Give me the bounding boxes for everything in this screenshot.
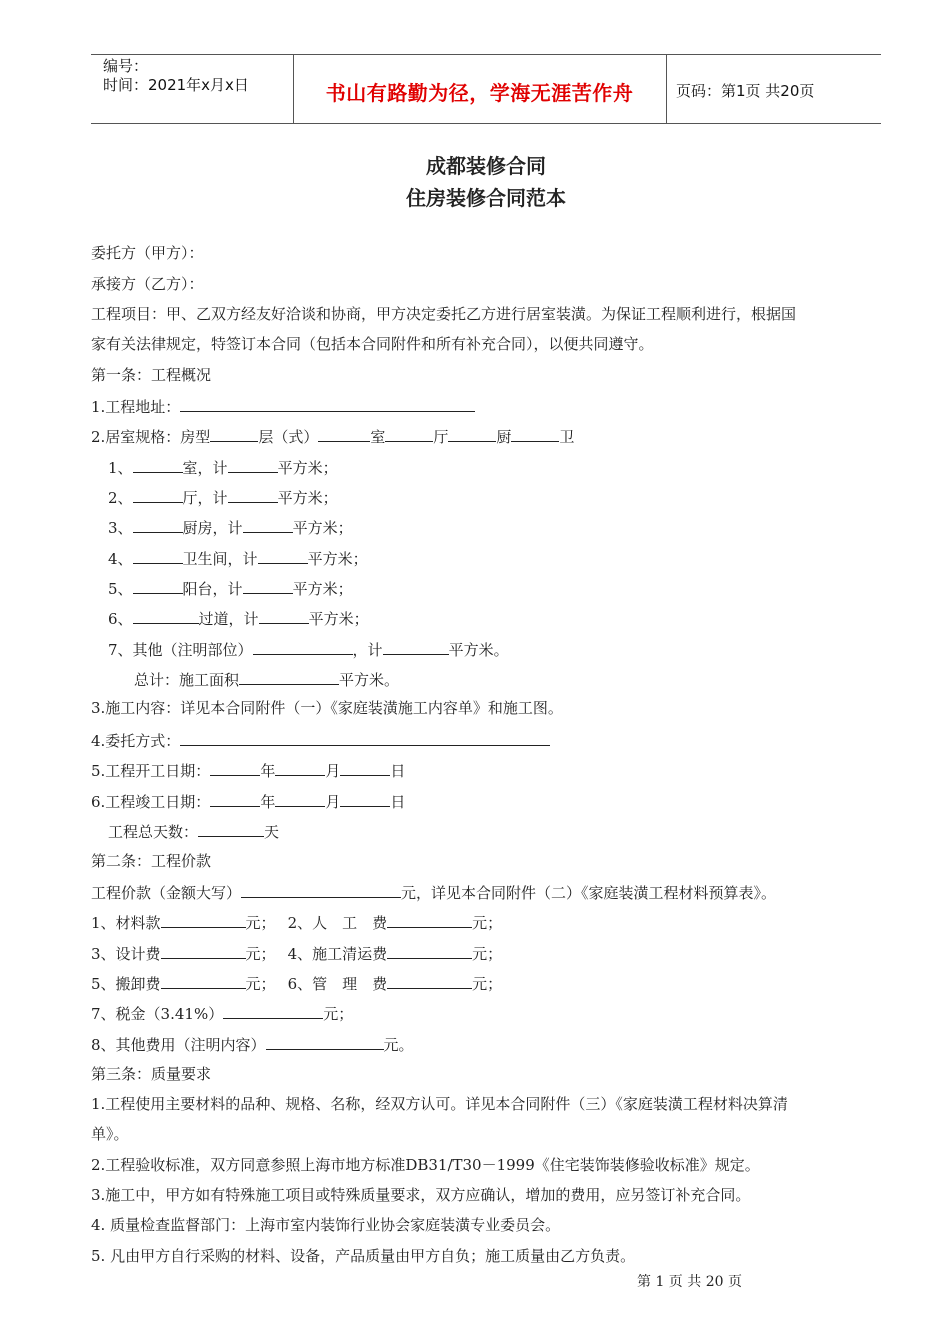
number-label: 编号： — [103, 57, 149, 75]
item-text: 2、人 工 费 — [287, 914, 388, 932]
fill-blank[interactable] — [243, 577, 293, 594]
item-number: 2、 — [108, 489, 133, 507]
item-text: 5.工程开工日期： — [91, 762, 211, 780]
item-text: 天 — [264, 823, 280, 841]
item-text: 元。 — [383, 1036, 414, 1054]
document-title: 成都装修合同 — [426, 154, 546, 178]
item-text: 过道，计 — [198, 610, 259, 628]
page-header — [91, 54, 881, 124]
quality-paragraph-1: 1.工程使用主要材料的品种、规格、名称，经双方认可。详见本合同附件（三）《家庭装潢工程材料决算清 — [91, 1095, 788, 1113]
fill-blank[interactable] — [133, 547, 183, 564]
section-1-heading: 第一条：工程概况 — [91, 366, 212, 384]
other-fees-line — [91, 1033, 414, 1055]
item-text: 4、施工清运费 — [287, 945, 388, 963]
item-text: 元； — [472, 914, 503, 932]
commission-method-line — [91, 729, 550, 751]
quality-paragraph-5: 5. 凡由甲方自行采购的材料、设备，产品质量由甲方自负；施工质量由乙方负责。 — [91, 1247, 636, 1265]
fill-blank[interactable] — [198, 820, 264, 837]
header-page-number: 页码：第1页 共20页 — [676, 82, 815, 100]
room-item — [108, 516, 353, 538]
item-text: 6、管 理 费 — [287, 975, 388, 993]
header-motto: 书山有路勤为径，学海无涯苦作舟 — [325, 81, 634, 105]
item-text: 平方米； — [292, 519, 353, 537]
room-item — [108, 577, 353, 599]
header-meta — [103, 57, 249, 95]
page-footer: 第 1 页 共 20 页 — [637, 1274, 742, 1290]
party-b-line: 承接方（乙方）： — [91, 275, 204, 293]
item-number: 1、 — [108, 459, 133, 477]
item-text: 元； — [472, 975, 503, 993]
fill-blank[interactable] — [511, 425, 559, 442]
room-spec-text: 室 — [370, 428, 386, 446]
tax-line — [91, 1002, 353, 1024]
party-a-line: 委托方（甲方）： — [91, 244, 204, 262]
item-text: 室，计 — [182, 459, 228, 477]
item-number: 3、 — [108, 519, 133, 537]
fill-blank[interactable] — [133, 577, 183, 594]
item-text: 平方米； — [292, 580, 353, 598]
project-paragraph-2: 家有关法律规定，特签订本合同（包括本合同附件和所有补充合同），以便共同遵守。 — [91, 335, 654, 353]
item-text: ，计 — [352, 641, 383, 659]
end-date-line — [91, 790, 405, 812]
fill-blank[interactable] — [239, 668, 339, 685]
item-text: 日 — [390, 762, 406, 780]
fill-blank[interactable] — [133, 486, 183, 503]
fill-blank[interactable] — [210, 425, 258, 442]
fill-blank[interactable] — [340, 790, 390, 807]
fill-blank[interactable] — [180, 729, 550, 746]
room-spec-text: 厨 — [496, 428, 512, 446]
item-text: 年 — [260, 793, 276, 811]
price-line — [91, 881, 776, 903]
room-item — [108, 547, 368, 569]
address-label: 1.工程地址： — [91, 398, 181, 416]
section-3-heading: 第三条：质量要求 — [91, 1065, 212, 1083]
construction-content-line: 3.施工内容：详见本合同附件（一）《家庭装潢施工内容单》和施工图。 — [91, 699, 563, 717]
fill-blank[interactable] — [210, 790, 260, 807]
fill-blank[interactable] — [133, 607, 199, 624]
quality-paragraph-3: 3.施工中，甲方如有特殊施工项目或特殊质量要求，双方应确认，增加的费用，应另签订补充合同。 — [91, 1186, 751, 1204]
fill-blank[interactable] — [448, 425, 496, 442]
item-number: 5、 — [108, 580, 133, 598]
item-text: 阳台，计 — [182, 580, 243, 598]
item-text: 平方米。 — [448, 641, 509, 659]
item-text: 年 — [260, 762, 276, 780]
fill-blank[interactable] — [253, 638, 353, 655]
price-item-row — [91, 972, 502, 994]
fill-blank[interactable] — [228, 486, 278, 503]
fill-blank[interactable] — [228, 456, 278, 473]
fill-blank[interactable] — [385, 425, 433, 442]
item-text: 元； — [245, 945, 276, 963]
fill-blank[interactable] — [266, 1033, 384, 1050]
item-text: 8、其他费用（注明内容） — [91, 1036, 266, 1054]
address-line — [91, 395, 475, 417]
quality-paragraph-2: 2.工程验收标准，双方同意参照上海市地方标准DB31/T30－1999《住宅装饰装修验收标准》规定。 — [91, 1156, 760, 1174]
time-label: 时间：2021年x月x日 — [103, 76, 249, 94]
item-text: 卫生间，计 — [182, 550, 258, 568]
fill-blank[interactable] — [275, 790, 325, 807]
fill-blank[interactable] — [161, 972, 246, 989]
fill-blank[interactable] — [161, 911, 246, 928]
project-paragraph-1: 工程项目：甲、乙双方经友好洽谈和协商，甲方决定委托乙方进行居室装潢。为保证工程顺利进行，根据国 — [91, 305, 797, 323]
room-spec-text: 层（式） — [258, 428, 319, 446]
item-text: 3、设计费 — [91, 945, 161, 963]
fill-blank[interactable] — [387, 972, 472, 989]
room-item — [108, 638, 509, 660]
document-subtitle: 住房装修合同范本 — [406, 186, 566, 210]
item-text: 平方米。 — [339, 671, 400, 689]
fill-blank[interactable] — [243, 516, 293, 533]
commission-label: 4.委托方式： — [91, 732, 181, 750]
section-2-heading: 第二条：工程价款 — [91, 852, 212, 870]
item-text: 5、搬卸费 — [91, 975, 161, 993]
room-spec-line — [91, 425, 574, 447]
item-text: 元； — [245, 914, 276, 932]
item-text: 1、材料款 — [91, 914, 161, 932]
room-spec-label: 2.居室规格：房型 — [91, 428, 211, 446]
item-text: 7、其他（注明部位） — [108, 641, 253, 659]
fill-blank[interactable] — [210, 759, 260, 776]
item-text: 平方米； — [277, 489, 338, 507]
fill-blank[interactable] — [387, 942, 472, 959]
fill-blank[interactable] — [133, 516, 183, 533]
item-number: 4、 — [108, 550, 133, 568]
item-text: 月 — [325, 762, 341, 780]
quality-paragraph-4: 4. 质量检查监督部门：上海市室内装饰行业协会家庭装潢专业委员会。 — [91, 1216, 561, 1234]
room-spec-text: 厅 — [433, 428, 449, 446]
item-text: 6.工程竣工日期： — [91, 793, 211, 811]
price-item-row — [91, 911, 502, 933]
fill-blank[interactable] — [133, 456, 183, 473]
price-item-row — [91, 942, 502, 964]
fill-blank[interactable] — [259, 607, 309, 624]
item-text: 平方米； — [308, 610, 369, 628]
item-text: 厅，计 — [182, 489, 228, 507]
item-text: 厨房，计 — [182, 519, 243, 537]
item-text: 7、税金（3.41%） — [91, 1005, 224, 1023]
item-text: 元，详见本合同附件（二）《家庭装潢工程材料预算表》。 — [401, 884, 777, 902]
header-divider — [666, 55, 667, 123]
item-number: 6、 — [108, 610, 133, 628]
fill-blank[interactable] — [387, 911, 472, 928]
item-text: 总计：施工面积 — [134, 671, 240, 689]
item-text: 工程价款（金额大写） — [91, 884, 242, 902]
item-text: 日 — [390, 793, 406, 811]
item-text: 元； — [323, 1005, 354, 1023]
total-area-line — [134, 668, 399, 690]
fill-blank[interactable] — [161, 942, 246, 959]
start-date-line — [91, 759, 405, 781]
room-spec-text: 卫 — [559, 428, 575, 446]
fill-blank[interactable] — [318, 425, 370, 442]
item-text: 平方米； — [277, 459, 338, 477]
fill-blank[interactable] — [275, 759, 325, 776]
quality-paragraph-1-cont: 单》。 — [91, 1125, 129, 1143]
room-item — [108, 456, 338, 478]
item-text: 元； — [245, 975, 276, 993]
item-text: 平方米； — [307, 550, 368, 568]
fill-blank[interactable] — [241, 881, 401, 898]
address-blank[interactable] — [180, 395, 475, 412]
fill-blank[interactable] — [223, 1002, 323, 1019]
room-item — [108, 607, 369, 629]
item-text: 元； — [472, 945, 503, 963]
total-days-line — [108, 820, 279, 842]
item-text: 工程总天数： — [108, 823, 199, 841]
item-text: 月 — [325, 793, 341, 811]
fill-blank[interactable] — [383, 638, 449, 655]
fill-blank[interactable] — [340, 759, 390, 776]
fill-blank[interactable] — [258, 547, 308, 564]
room-item — [108, 486, 338, 508]
